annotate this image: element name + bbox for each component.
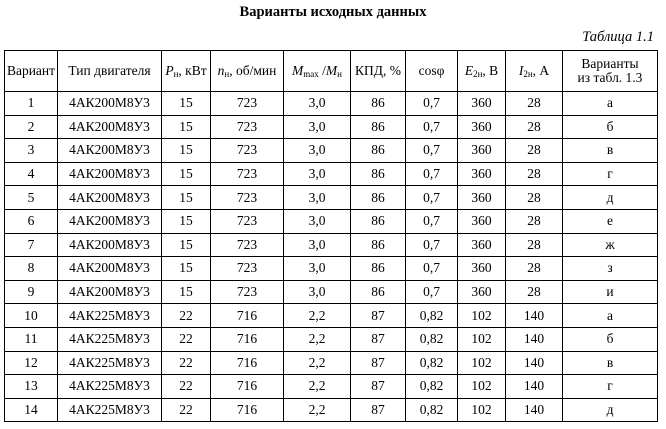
table-cell: ж [563,233,658,257]
table-cell: 0,82 [406,351,458,375]
table-row [5,398,658,422]
header-efficiency: КПД, % [351,51,406,92]
table-cell: 87 [351,375,406,399]
table-cell: 86 [351,92,406,116]
table-cell: 723 [211,257,284,281]
table-cell: 22 [162,351,211,375]
table-cell: 0,82 [406,304,458,328]
table-cell: 11 [5,327,58,351]
table-cell: 15 [162,257,211,281]
table-row [5,209,658,233]
header-variant: Вариант [5,51,58,92]
header-row [5,51,658,92]
table-cell: 360 [458,115,506,139]
table-cell: 4АК200М8У3 [58,186,162,210]
table-cell: 86 [351,139,406,163]
table-cell: 2,2 [284,351,351,375]
table-cell: 102 [458,304,506,328]
table-cell: 28 [506,115,563,139]
table-cell: 0,7 [406,115,458,139]
table-cell: а [563,304,658,328]
table-cell: 360 [458,162,506,186]
table-cell: з [563,257,658,281]
table-cell: 102 [458,398,506,422]
table-cell: 8 [5,257,58,281]
table-cell: 3,0 [284,186,351,210]
table-cell: 360 [458,209,506,233]
table-cell: 360 [458,280,506,304]
table-cell: 3,0 [284,233,351,257]
table-cell: 3 [5,139,58,163]
table-cell: 86 [351,233,406,257]
table-cell: д [563,186,658,210]
table-cell: 723 [211,115,284,139]
table-cell: б [563,115,658,139]
table-cell: 3,0 [284,115,351,139]
table-cell: 716 [211,398,284,422]
header-engine-type: Тип двигателя [58,51,162,92]
table-cell: 3,0 [284,139,351,163]
table-cell: в [563,139,658,163]
table-cell: 86 [351,186,406,210]
header-cosphi: cosφ [406,51,458,92]
table-cell: 22 [162,375,211,399]
table-cell: 0,82 [406,375,458,399]
table-cell: 723 [211,92,284,116]
table-cell: 0,7 [406,92,458,116]
table-cell: 140 [506,351,563,375]
table-row [5,280,658,304]
table-row [5,351,658,375]
table-cell: 4АК200М8У3 [58,162,162,186]
table-cell: 0,82 [406,398,458,422]
table-cell: 4АК225М8У3 [58,304,162,328]
header-torque-ratio: $M_{max}$ $/M_н$ [284,51,351,92]
table-cell: 14 [5,398,58,422]
table-cell: 13 [5,375,58,399]
page-title: Варианты исходных данных [239,4,427,20]
table-row [5,375,658,399]
table-cell: 0,7 [406,186,458,210]
table-cell: 28 [506,280,563,304]
table-cell: 140 [506,327,563,351]
table-cell: 4АК225М8У3 [58,351,162,375]
table-cell: 87 [351,398,406,422]
table-cell: 360 [458,92,506,116]
table-cell: 28 [506,257,563,281]
table-cell: 15 [162,280,211,304]
table-cell: 15 [162,92,211,116]
table-cell: 4АК225М8У3 [58,327,162,351]
table-cell: 4АК200М8У3 [58,209,162,233]
table-cell: 3,0 [284,280,351,304]
table-cell: 3,0 [284,209,351,233]
table-cell: 4АК200М8У3 [58,257,162,281]
table-cell: и [563,280,658,304]
table-cell: 716 [211,351,284,375]
table-cell: 4АК200М8У3 [58,92,162,116]
table-cell: 3,0 [284,162,351,186]
table-cell: 2,2 [284,327,351,351]
table-cell: 28 [506,233,563,257]
table-cell: 86 [351,257,406,281]
table-cell: 3,0 [284,257,351,281]
table-cell: 0,82 [406,327,458,351]
table-cell: 86 [351,209,406,233]
table-cell: 4АК200М8У3 [58,115,162,139]
table-row [5,186,658,210]
table-cell: 9 [5,280,58,304]
table-cell: 2,2 [284,398,351,422]
table-cell: 87 [351,304,406,328]
table-cell: 4АК200М8У3 [58,280,162,304]
data-table [4,50,658,422]
table-cell: 28 [506,92,563,116]
table-row [5,115,658,139]
table-row [5,162,658,186]
table-cell: 2,2 [284,304,351,328]
header-speed: $n_н$, об/мин [211,51,284,92]
table-cell: 140 [506,398,563,422]
header-variants-ref: Варианты из табл. 1.3 [563,51,658,92]
table-cell: 22 [162,304,211,328]
header-voltage: $E_{2н}$, В [458,51,506,92]
table-cell: 360 [458,233,506,257]
table-cell: а [563,92,658,116]
table-cell: 4АК200М8У3 [58,139,162,163]
table-cell: 7 [5,233,58,257]
table-cell: 723 [211,139,284,163]
table-cell: 0,7 [406,139,458,163]
table-cell: 360 [458,139,506,163]
table-cell: 102 [458,327,506,351]
table-cell: 15 [162,186,211,210]
table-cell: 28 [506,162,563,186]
table-cell: 87 [351,351,406,375]
table-cell: 0,7 [406,257,458,281]
table-cell: 28 [506,209,563,233]
table-cell: г [563,375,658,399]
table-cell: 4АК200М8У3 [58,233,162,257]
table-cell: 6 [5,209,58,233]
table-cell: 2,2 [284,375,351,399]
table-cell: 716 [211,327,284,351]
table-row [5,233,658,257]
table-row [5,257,658,281]
table-row [5,139,658,163]
table-cell: 360 [458,257,506,281]
table-cell: 716 [211,375,284,399]
table-cell: 102 [458,375,506,399]
table-cell: 22 [162,398,211,422]
table-cell: 2 [5,115,58,139]
table-cell: 0,7 [406,162,458,186]
table-cell: 15 [162,233,211,257]
table-cell: 10 [5,304,58,328]
table-cell: 86 [351,162,406,186]
table-cell: 0,7 [406,209,458,233]
table-cell: 723 [211,162,284,186]
table-cell: 0,7 [406,233,458,257]
header-current: $I_{2н}$, А [506,51,563,92]
table-caption: Таблица 1.1 [582,29,654,45]
table-cell: 4АК225М8У3 [58,375,162,399]
table-row [5,327,658,351]
table-cell: 4АК225М8У3 [58,398,162,422]
table-row [5,92,658,116]
header-power: $P_н$, кВт [162,51,211,92]
table-cell: 12 [5,351,58,375]
table-cell: 723 [211,186,284,210]
table-cell: 15 [162,162,211,186]
table-cell: 87 [351,327,406,351]
table-cell: 86 [351,280,406,304]
table-cell: 1 [5,92,58,116]
table-row [5,304,658,328]
table-cell: 15 [162,115,211,139]
table-cell: 723 [211,280,284,304]
table-cell: 716 [211,304,284,328]
table-cell: 360 [458,186,506,210]
table-cell: 723 [211,209,284,233]
table-cell: в [563,351,658,375]
table-cell: 723 [211,233,284,257]
table-cell: 3,0 [284,92,351,116]
table-cell: 140 [506,304,563,328]
table-cell: 15 [162,209,211,233]
table-cell: 4 [5,162,58,186]
table-cell: 86 [351,115,406,139]
table-cell: 102 [458,351,506,375]
table-cell: г [563,162,658,186]
table-cell: 28 [506,186,563,210]
table-cell: 0,7 [406,280,458,304]
table-cell: е [563,209,658,233]
table-cell: д [563,398,658,422]
table-cell: б [563,327,658,351]
table-cell: 140 [506,375,563,399]
table-cell: 28 [506,139,563,163]
table-body [5,92,658,422]
table-cell: 22 [162,327,211,351]
table-cell: 15 [162,139,211,163]
table-cell: 5 [5,186,58,210]
